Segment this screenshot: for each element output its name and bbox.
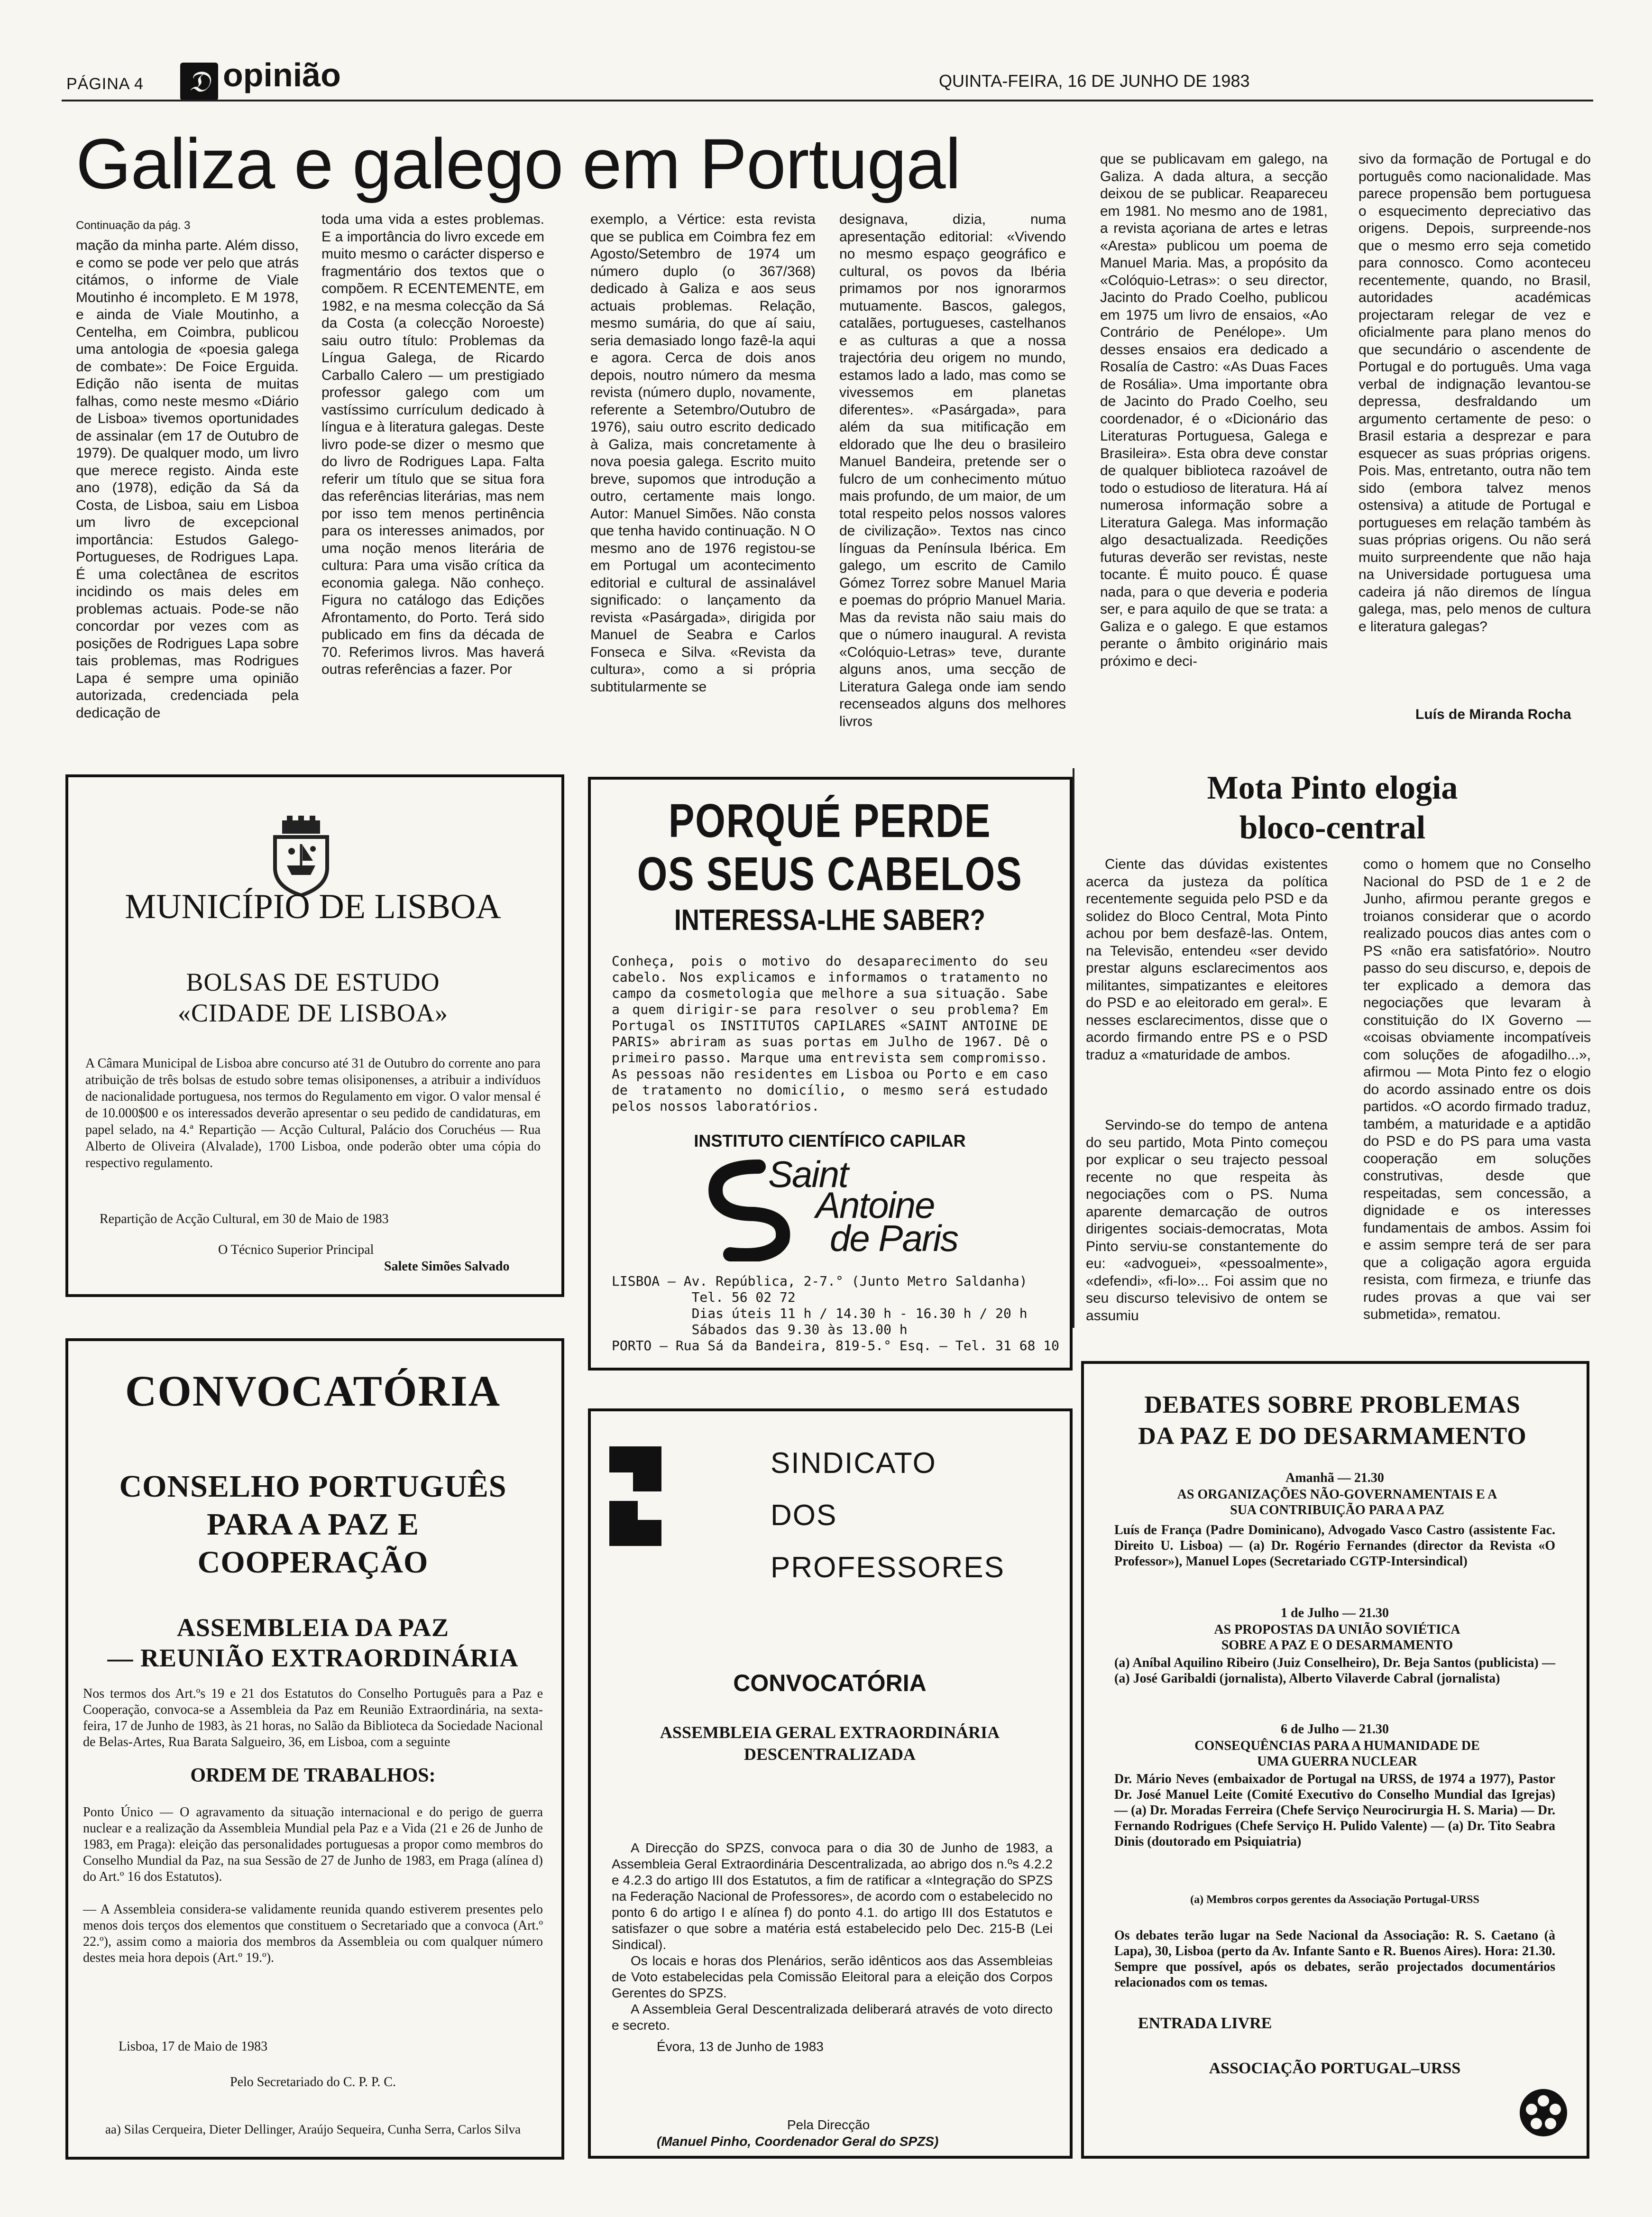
debate-2-speakers: (a) Aníbal Aquilino Ribeiro (Juiz Conselheiro), Dr. Beja Santos (publicista) — (a) José Garibaldi (jornalista), Alberto Vilaverde Cabral (jornalista): [1114, 1656, 1555, 1686]
debate-1-speakers: Luís de França (Padre Dominicano), Advogado Vasco Castro (assistente Fac. Direito U. Lisboa) — (a) Dr. Rogério Fernandes (director da Revista «O Professor»), Manuel Lopes (Secretariado CGTP-Intersindical): [1114, 1523, 1555, 1569]
spzs-logo-icon: [609, 1446, 661, 1546]
bolsas-signer-name: Salete Simões Salvado: [384, 1259, 510, 1274]
article-column-4: designava, dizia, numa apresentação editorial: «Vivendo no mesmo espaço geográfico e cultural, os povos da Ibéria primamos por nos ignorarmos mutuamente. Bascos, galegos, catalães, portugueses, castelhanos e as culturas a que a nossa trajectória deu origem no mundo, estamos lado a lado, mas como se vivessemos em planetas diferentes». «Pasárgada», para além da sua mitificação em eldorado que lhe deu o brasileiro Manuel Bandeira, pretende ser o fulcro de um conhecimento mútuo mais profundo, de um maior, de um total respeito pelos nossos valores de civilização». Textos nas cinco línguas da Península Ibérica. Em galego, um escrito de Camilo Gómez Torrez sobre Manuel Maria e poemas do próprio Manuel Maria. Mas da revista não saiu mais do que o número inaugural. A revista «Colóquio-Letras» teve, durante alguns anos, uma secção de Literatura Galega onde iam sendo recenseados alguns dos melhores livros: [839, 212, 1066, 729]
debates-venue: Os debates terão lugar na Sede Nacional da Associação: R. S. Caetano (à Lapa), 30, Lisboa (perto da Av. Infante Santo e R. Buenos Aires). Hora: 21.30. Sempre que possível, após os debates, serão projectados documentários relacionados com os temas.: [1114, 1928, 1555, 1990]
mota-pinto-column-1a: Ciente das dúvidas existentes acerca da justeza da política recentemente seguida pelo PSD e da solidez do Bloco Central, Mota Pinto achou por bem desfazê-las. Ontem, na Televisão, entendeu «ser devido prestar alguns esclarecimentos aos militantes, simpatizantes e eleitores do PSD e ao eleitorado em geral». E nesses esclarecimentos, disse que o acordo firmando entre PS e o PSD traduz a «maturidade de ambos.: [1086, 856, 1328, 1063]
article-headline: Galiza e galego em Portugal: [76, 124, 961, 203]
debate-1-topic: AS ORGANIZAÇÕES NÃO-GOVERNAMENTAIS E A SUA CONTRIBUIÇÃO PARA A PAZ: [1177, 1487, 1497, 1518]
bolsas-body: A Câmara Municipal de Lisboa abre concurso até 31 de Outubro do corrente ano para atribuição de três bolsas de estudo sobre temas olisiponenses, a atribuir a indivíduos de nacionalidade portuguesa, nos termos do Regulamento em vigor. O valor mensal é de 10.000$00 e os interessados deverão apresentar o seu pedido de candidaturas, em papel selado, na 4.ª Repartição — Acção Cultural, Palácio dos Coruchéus — Rua Alberto de Oliveira (Alvalade), 1700 Lisboa, onde poderão obter uma cópia do respectivo regulamento.: [85, 1056, 541, 1170]
cabelos-body: Conheça, pois o motivo do desaparecimento do seu cabelo. Nos explicamos e informamos o tratamento no campo da cosmetologia que melhore a sua situação. Sabe a quem dirigir-se para resolver o seu problema? Em Portugal os INSTITUTOS CAPILARES «SAINT ANTOINE DE PARIS» abriram as suas portas em Julho de 1967. Dê o primeiro passo. Marque uma entrevista sem compromisso. As pessoas não residentes em Lisboa ou Porto e em caso de tratamento no domicílio, o mesmo será estudado pelos nossos laboratórios.: [612, 953, 1048, 1114]
bolsas-date: Repartição de Acção Cultural, em 30 de Maio de 1983: [100, 1212, 389, 1226]
cppc-signed: Pelo Secretariado do C. P. P. C.: [230, 2075, 396, 2089]
bolsas-signer-role: O Técnico Superior Principal: [218, 1242, 374, 1257]
debate-3-topic: CONSEQUÊNCIAS PARA A HUMANIDADE DE UMA GUERRA NUCLEAR: [1194, 1739, 1480, 1769]
debate-3-when: 6 de Julho — 21.30: [1281, 1722, 1389, 1737]
article-column-6: sivo da formação de Portugal e do português como nacionalidade. Mas parece propensão bem portuguesa o esquecimento depreciativo das origens. Depois, surpreende-nos que o mesmo erro seja cometido para connosco. Como aconteceu recentemente, quando, no Brasil, autoridades académicas projectaram relegar de vez e oficialmente para plano menos do que secundário o ascendente de Portugal e do português. Uma vaga verbal de indignação levantou-se depressa, desfraldando um argumento certamente de peso: o Brasil estaria a desprezar e para esquecer as suas próprias origens. Pois. Mas, entretanto, outra não tem sido (embora talvez menos ostensiva) a atitude de Portugal e portugueses em relação também às suas próprias origens. Ou não será muito surpreendente que não haja na Universidade portuguesa uma cadeira já não diremos de língua galega, mas, pelo menos de cultura e literatura galegas?: [1358, 151, 1591, 635]
sindicato-signed: Pela Direcção: [787, 2117, 870, 2132]
cabelos-addresses: LISBOA — Av. República, 2-7.° (Junto Metro Saldanha) Tel. 56 02 72 Dias úteis 11 h / 14.30 h - 16.30 h / 20 h Sábados das 9.30 às 13.00 h PORTO — Rua Sá da Bandeira, 819-5.° Esq. — Tel. 31 68 10: [612, 1273, 1060, 1353]
sindicato-signer: (Manuel Pinho, Coordenador Geral do SPZS): [657, 2134, 939, 2149]
mota-pinto-column-2: como o homem que no Conselho Nacional do PSD de 1 e 2 de Junho, afirmou perante gregos e troianos considerar que o acordo realizado poucos dias antes com o PS «não era satisfatório». Noutro passo do seu discurso, e, depois de ter explicado a demora das negociações que levaram à constituição do IX Governo — «coisas obviamente incompatíveis com soluções de afogadilho...», afirmou — Mota Pinto fez o elogio do acordo assinado entre os dois partidos. «O acordo firmado traduz, também, a maturidade e a aptidão do PSD e do PS para uma vasta cooperação em soluções construtivas, desde que respeitadas, sem concessão, a dignidade e os interesses fundamentais de ambos. Assim foi e assim sempre terá de ser para que a coligação agora erguida resista, com firmeza, e triunfe das rudes provas a que vai ser submetida», rematou.: [1363, 856, 1591, 1322]
sindicato-assembleia: ASSEMBLEIA GERAL EXTRAORDINÁRIA DESCENTRALIZADA: [660, 1723, 1000, 1764]
municipio-title: MUNICÍPIO DE LISBOA: [125, 887, 501, 926]
sindicato-name-2: DOS: [771, 1499, 837, 1532]
sindicato-date: Évora, 13 de Junho de 1983: [657, 2039, 824, 2054]
header-rule: [62, 100, 1593, 101]
newspaper-logo-icon: 𝔇: [180, 63, 218, 101]
saint-antoine-logo: Saint Antoine de Paris: [702, 1157, 986, 1261]
issue-date: QUINTA-FEIRA, 16 DE JUNHO DE 1983: [939, 71, 1250, 91]
continuation-note: Continuação da pág. 3: [76, 219, 191, 232]
debate-1-when: Amanhã — 21.30: [1285, 1471, 1384, 1485]
debate-2-topic: AS PROPOSTAS DA UNIÃO SOVIÉTICA SOBRE A PAZ E O DESARMAMENTO: [1214, 1622, 1460, 1653]
page-number: PÁGINA 4: [66, 75, 144, 93]
sindicato-name-1: SINDICATO: [771, 1447, 936, 1480]
sindicato-convocatoria: CONVOCATÓRIA: [733, 1670, 927, 1696]
debates-organizer: ASSOCIAÇÃO PORTUGAL–URSS: [1209, 2060, 1461, 2077]
article-column-2: toda uma vida a estes problemas. E a importância do livro excede em muito mesmo o carácter disperso e fragmentário dos textos que o compõem. R ECENTEMENTE, em 1982, e na mesma colecção da Sá da Costa (a colecção Noroeste) saiu outro título: Problemas da Língua Galega, de Ricardo Carballo Calero — um prestigiado professor galego com um vastíssimo currículum dedicado à língua e à literatura galegas. Deste livro pode-se dizer o mesmo que do livro de Rodrigues Lapa. Falta referir um título que se situa fora das referências literárias, mas nem por isso tem menos pertinência para os interesses animados, por uma noção menos literária de cultura: Para uma visão crítica da economia galega. Não conheço. Figura no catálogo das Edições Afrontamento, do Porto. Terá sido publicado em fins da década de 70. Referimos livros. Mas haverá outras referências a fazer. Por: [321, 212, 544, 677]
association-emblem-icon: [1517, 2087, 1569, 2139]
bolsas-subtitle: «CIDADE DE LISBOA»: [178, 999, 448, 1027]
cppc-intro: Nos termos dos Art.ºs 19 e 21 dos Estatutos do Conselho Português para a Paz e Cooperação, convoca-se a Assembleia da Paz em Reunião Extraordinária, na sexta-feira, 17 de Junho de 1983, às 21 horas, no Salão da Biblioteca da Sociedade Nacional de Belas-Artes, Rua Barata Salgueiro, 36, em Lisboa, com a seguinte: [83, 1686, 543, 1749]
sindicato-body: A Direcção do SPZS, convoca para o dia 30 de Junho de 1983, a Assembleia Geral Extraordinária Descentralizada, ao abrigo dos n.ºs 4.2.2 e 4.2.3 do artigo III dos Estatutos, a fim de ratificar a «Integração do SPZS na Federação Nacional de Professores», de acordo com o estabelecido no ponto 6 do artigo I e alínea f) do ponto 4.1. do artigo III dos Estatutos e satisfazer o que sobre a matéria está estabelecido pelo Dec. 215-B (Lei Sindical). Os locais e horas dos Plenários, serão idênticos aos das Assembleias de Voto estabelecidas pela Comissão Eleitoral para a eleição dos Corpos Gerentes do SPZS. A Assembleia Geral Descentralizada deliberará através de voto directo e secreto.: [612, 1840, 1053, 2033]
debate-2-when: 1 de Julho — 21.30: [1281, 1606, 1389, 1620]
debates-title: DEBATES SOBRE PROBLEMAS DA PAZ E DO DESARMAMENTO: [1138, 1391, 1527, 1450]
cppc-organization: CONSELHO PORTUGUÊS PARA A PAZ E COOPERAÇÃO: [119, 1469, 507, 1580]
institute-name: INSTITUTO CIENTÍFICO CAPILAR: [694, 1131, 966, 1150]
mota-pinto-headline: Mota Pinto elogia bloco-central: [1207, 770, 1458, 846]
column-divider: [1073, 768, 1074, 1328]
ordem-trabalhos-body: Ponto Único — O agravamento da situação internacional e do perigo de guerra nuclear e a realização da Assembleia Mundial pela Paz e a Vida (21 e 26 de Junho de 1983, em Praga): eleição das personalidades portuguesas a propor como membros do Conselho Mundial da Paz, na sua Sessão de 27 de Junho de 1983, em Praga (alínea d) do Art.º 16 dos Estatutos).: [83, 1805, 543, 1884]
mota-pinto-column-1b: Servindo-se do tempo de antena do seu partido, Mota Pinto começou por explicar o seu trajecto pessoal recente no que respeita às negociações com o PS. Numa aparente demarcação de outros dirigentes sociais-democratas, Mota Pinto serviu-se constantemente do eu: «advoguei», «pessoalmente», «defendi», «fi-lo»... Foi assim que no seu discurso televisivo de ontem se assumiu: [1086, 1117, 1328, 1324]
article-column-5: que se publicavam em galego, na Galiza. A dada altura, a secção deixou de se publicar. Reapareceu em 1981. No mesmo ano de 1981, a revista açoriana de artes e letras «Aresta» publicou um poema de Manuel Maria. Mas, a propósito da «Colóquio-Letras»: o seu director, Jacinto do Prado Coelho, publicou em 1975 um livro de ensaios, «Ao Contrário de Penélope». Um desses ensaios era dedicado a Rosalía de Castro: «As Duas Faces de Rosália». Uma importante obra de Jacinto do Prado Coelho, seu coordenador, é o «Dicionário das Literaturas Portuguesa, Galega e Brasileira». Esta obra deve constar de qualquer biblioteca razoável de todo o estudioso de literatura. Há aí numerosa informação sobre a Literatura Galega. Mas informação algo desactualizada. Reedições futuras deverão ser revistas, neste tocante. É muito pouco. É quase nada, para o que deveria e poderia ser, e para aquilo de que se trata: a Galiza e o galego. E que estamos perante o âmbito originário mais próximo e deci-: [1100, 151, 1328, 669]
assembleia-paz: ASSEMBLEIA DA PAZ — REUNIÃO EXTRAORDINÁRIA: [107, 1613, 519, 1672]
debates-footnote: (a) Membros corpos gerentes da Associação Portugal-URSS: [1190, 1894, 1479, 1906]
article-column-1: mação da minha parte. Além disso, e como se pode ver pelo que atrás citámos, o informe de Viale Moutinho é incompleto. E M 1978, e ainda de Viale Moutinho, a Centelha, em Coimbra, publicou uma antologia de «poesia galega de combate»: De Foice Erguida. Edição não isenta de muitas falhas, como neste mesmo «Diário de Lisboa» tivemos oportunidades de assinalar (em 17 de Outubro de 1979). De qualquer modo, um livro que merece registo. Ainda este ano (1978), edição da Sá da Costa, de Lisboa, saiu em Lisboa um livro de excepcional importância: Estudos Galego-Portugueses, de Rodrigues Lapa. É uma colectânea de escritos incidindo os mais deles em problemas actuais. Pode-se não concordar por vezes com as posições de Rodrigues Lapa sobre tais problemas, mas Rodrigues Lapa é sempre uma opinião autorizada, credenciada pela dedicação de: [76, 238, 299, 721]
article-author: Luís de Miranda Rocha: [1415, 707, 1571, 722]
section-title: opinião: [223, 56, 341, 93]
cppc-date: Lisboa, 17 de Maio de 1983: [119, 2039, 268, 2054]
lisbon-coat-of-arms-icon: [266, 816, 337, 896]
article-column-3: exemplo, a Vértice: esta revista que se publica em Coimbra fez em Agosto/Setembro de 1974 um número duplo (o 367/368) dedicado à Galiza e aos seus actuais problemas. Relação, mesmo sumária, do que aí saiu, seria demasiado longo fazê-la aqui e agora. Cerca de dois anos depois, noutro número da mesma revista (número duplo, novamente, referente a Setembro/Outubro de 1976), saiu outro escrito dedicado à Galiza, mais concretamente à nova poesia galega. Escrito muito breve, supomos que introdução a outro, certamente mais longo. Autor: Manuel Simões. Não consta que tenha havido continuação. N O mesmo ano de 1976 registou-se em Portugal um acontecimento editorial e cultural de assinalável significado: o lançamento da revista «Pasárgada», dirigida por Manuel de Seabra e Carlos Fonseca e Silva. «Revista da cultura», como a si própria subtitularmente se: [590, 212, 816, 695]
ordem-trabalhos-title: ORDEM DE TRABALHOS:: [190, 1765, 436, 1786]
debate-3-speakers: Dr. Mário Neves (embaixador de Portugal na URSS, de 1974 a 1977), Pastor Dr. José Manuel Leite (Comité Executivo do Conselho Mundial das Igrejas) — (a) Dr. Moradas Ferreira (Chefe Serviço Neurocirurgia H. S. Maria) — Dr. Fernando Rodrigues (Chefe Serviço H. Pulido Valente) — (a) Dr. Tito Seabra Dinis (doutorado em Psiquiatria): [1114, 1772, 1555, 1849]
cabelos-subtitle: INTERESSA-LHE SABER?: [674, 904, 985, 937]
debates-entry: ENTRADA LIVRE: [1138, 2015, 1272, 2032]
cppc-note: — A Assembleia considera-se validamente reunida quando estiverem presentes pelo menos dois terços dos elementos que constituem o Secretariado que a convoca (Art.º 22.º), assim como a maioria dos membros da Assembleia ou com qualquer número destes meia hora depois (Art.º 19.º).: [83, 1902, 543, 1965]
convocatoria-title: CONVOCATÓRIA: [125, 1367, 501, 1415]
sindicato-name-3: PROFESSORES: [771, 1551, 1005, 1584]
bolsas-title: BOLSAS DE ESTUDO: [186, 968, 440, 996]
cabelos-title: PORQUÉ PERDE OS SEUS CABELOS: [637, 794, 1023, 901]
cppc-signatories: aa) Silas Cerqueira, Dieter Dellinger, Araújo Sequeira, Cunha Serra, Carlos Silva: [105, 2122, 521, 2136]
